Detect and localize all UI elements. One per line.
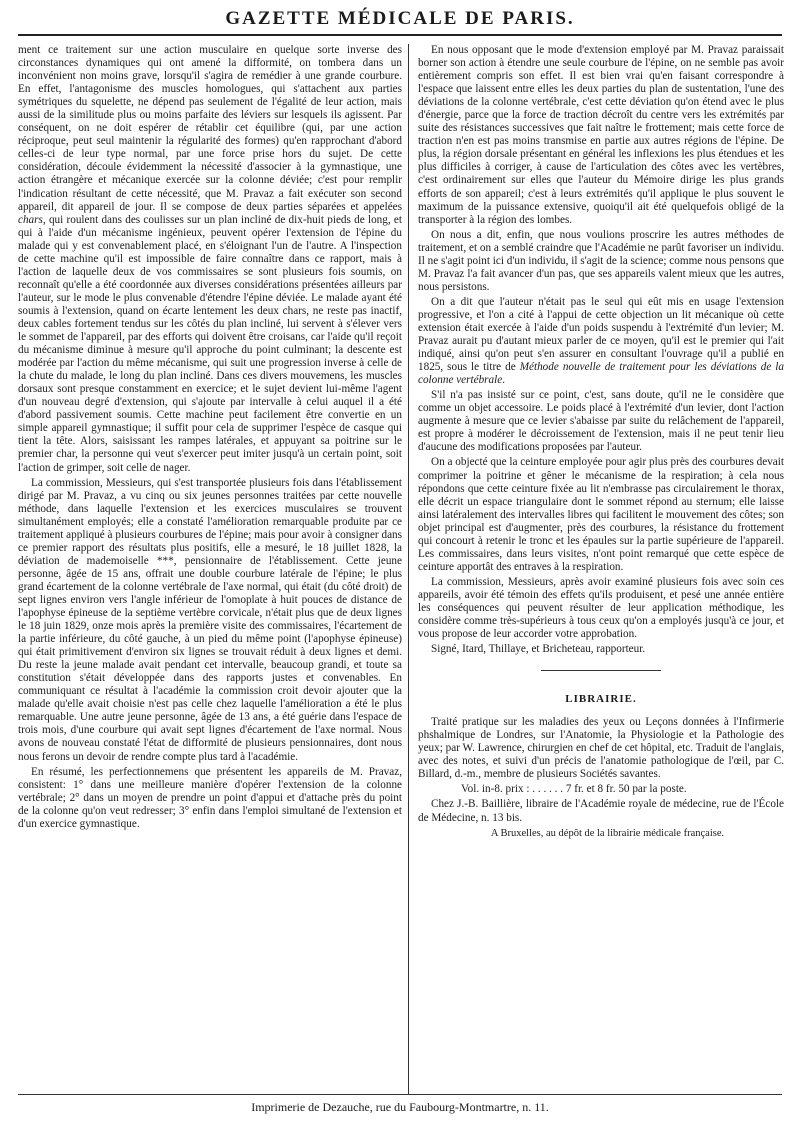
left-paragraph-2: La commission, Messieurs, qui s'est transportée plusieurs fois dans l'établissement dirigé par M. Pravaz, a vu cinq ou six jeunes personnes traitées par cette nouvelle méthode, dans laquelle l'extension et les exercices musculaires se trouvent simultanément employés; elle a constaté l'amélioration remarquable produite par ce traitement appliqué à plusieurs courbures de l'épine; mais pour avoir à consigner dans ce premier rapport des résultats plus positifs, elle a mesuré, le 18 juillet 1828, la déviation de mademoiselle ***, pensionnaire de l'établissement. Cette jeune personne, âgée de 15 ans, offrait une double courbure latérale de l'épine; le plus grand écartement de la colonne vertébrale de l'axe normal, qui était (du côté droit) de sept lignes environ vers l'angle inférieur de l'omoplate à huit pouces de distance de l'apophyse épineuse de la septième vertèbre corvicale, n'était plus que de deux lignes le 18 juin 1829, onze mois après la première visite des commissaires, l'écartement de la partie inférieure, du côté gauche, à un pied du même point (l'apophyse épineuse) qui était primitivement d'environ six lignes se trouvait réduit à deux lignes et demi. Du reste la jeune malade avait pendant cet intervalle, beaucoup grandi, et toute sa constitution s'était développée dans des rapports justes et convenables. En communiquant ce résultat à l'académie la commission croit devoir ajouter que la malade qu'elle avait choisie n'est pas celle chez laquelle l'amélioration a été le plus remarquable. Une autre jeune personne, âgée de 13 ans, a été guérie dans l'espace de trois mois, d'une courbure qui avait sept lignes d'écartement de l'axe normal. Nous avons de nouveau constaté l'état de difformité de plusieurs pensionnaires, dont nous nous ferons un devoir de rendre compte plus tard à l'académie.: [18, 476, 402, 763]
right-paragraph-6: La commission, Messieurs, après avoir examiné plusieurs fois avec soin ces appareils, avoir été témoin des effets qu'ils produisent, et pesé une année entière les conséquences qui peuvent résulter de leur application méthodique, les considère comme très-supérieurs à tous ceux qu'on a employés jusqu'à ce jour, et vous propose de leur accorder votre approbation.: [418, 575, 784, 641]
header-rule: [18, 34, 782, 36]
chars-term: chars: [18, 213, 43, 226]
footer-rule: [18, 1094, 782, 1095]
publisher-line: Chez J.-B. Baillière, libraire de l'Académie royale de médecine, rue de l'École de Médecine, n. 13 bis.: [418, 798, 784, 824]
page-header: [0, 0, 800, 40]
right-paragraph-2: On nous a dit, enfin, que nous voulions proscrire les autres méthodes de traitement, et on a semblé craindre que l'Académie ne parût favoriser un individu. Il ne s'agit point ici d'un individu, il s'agit de la science; comme nous pensons que M. Pravaz l'a fait avancer d'un pas, que ses appareils valent mieux que les autres, nous persistons.: [418, 228, 784, 293]
right-column: [418, 44, 784, 842]
printer-footer: Imprimerie de Dezauche, rue du Faubourg-Montmartre, n. 11.: [251, 1100, 549, 1114]
section-separator: [541, 670, 661, 671]
section-title: LIBRAIRIE.: [565, 693, 637, 706]
book-title-ref: Méthode nouvelle de traitement pour les déviations de la colonne vertébrale: [418, 361, 785, 387]
book-listing: Traité pratique sur les maladies des yeux ou Leçons données à l'Infirmerie phshalmique de Londres, sur l'Anatomie, la Physiologie et la Pathologie des yeux; par W. Lawrence, chirurgien en chef de cet hôpital, etc. Traduit de l'anglais, avec des notes, et suivi d'un précis de l'anatomie pathologique de l'œil, par C. Billard, d.-m., membre de plusieurs Sociétés savantes.: [418, 716, 784, 781]
brussels-line: A Bruxelles, au dépôt de la librairie médicale française.: [490, 827, 725, 839]
masthead-title: GAZETTE MÉDICALE DE PARIS.: [225, 8, 575, 29]
signature-line: Signé, Itard, Thillaye, et Bricheteau, rapporteur.: [431, 643, 646, 656]
right-paragraph-3-end: .: [502, 374, 505, 387]
left-paragraph-1-text: ment ce traitement sur une action musculaire en quelque sorte inverse des circonstances dynamiques qui ont amené la difformité, on tombera dans un inconvénient non moins grave, lorsqu'il s'agira de remédier à une grande courbure. En effet, l'antagonisme des muscles homologues, qui s'attachent aux parties symétriques du squelette, ne dépend pas seulement de l'égalité de leur action, mais aussi de la similitude plus ou moins parfaite des léviers sur lesquels ils agissent. Par conséquent, on ne doit espérer de rétablir cet équilibre (qui, par une action réciproque, peut seul maintenir la régularité des formes) qu'en rapprochant d'abord celles-ci de leur type normal, par une force prise hors du sujet. De cette considération, découle évidemment la nécessité d'associer à la gymnastique, une action étrangère et mécanique exercée sur la colonne déviée; c'est pour remplir l'indication résultant de cette nécessité, que M. Pravaz a fait exécuter son second appareil, dit appareil de jour. Il se compose de deux parties séparées et appelées: [18, 44, 402, 213]
left-column: [18, 44, 402, 833]
left-paragraph-3: En résumé, les perfectionnemens que présentent les appareils de M. Pravaz, consistent: 1° dans une meilleure manière d'opérer l'extension de la colonne vertébrale; 2° dans un moyen de prendre un point d'appui et d'attache près du point de la colonne qu'on veut redresser; 3° enfin dans l'emploi simultané de l'extension et d'un exercice gymnastique.: [18, 765, 402, 830]
left-paragraph-1-cont: , qui roulent dans des coulisses sur un plan incliné de dix-huit pieds de long, et qui à l'aide d'un mécanisme ingénieux, peuvent opérer l'extension de l'épine du malade qui y est convenablement placé, en s'éloignant l'un de l'autre. A l'inspection de cette machine qu'il est impossible de faire connaître dans ce rapport, mais à l'action de laquelle deux de vos commissaires se sont plusieurs fois soumis, on reconnaît qu'elle a été coordonnée aux diverses considérations présentées ailleurs par l'auteur, sur le mode le plus convenable d'étendre l'épine déviée. Le malade ayant été soumis à l'extension, quand on écarte lentement les deux chars, ne reste pas inactif, deux cables fortement tendus sur les côtés du plan incliné, lui servent à s'élever vers le sommet de l'appareil, par des efforts qui doivent être croisans, car l'aide qu'il reçoit du mécanisme diminue à mesure qu'il approche du point culminant; la descente est modérée par l'action du même mécanisme, qui suit une progression inverse à celle de la chute du malade, le long du plan incliné. Dans ces divers mouvemens, les muscles dorsaux sont presque constamment en exercice; et le sujet devient lui-même l'agent d'un nouveau degré d'extension, qui s'ajoute par intervalle à celui auquel il a été d'abord passivement soumis. Cette machine peut facilement être convertie en un simple appareil gymnastique; il suffit pour cela de supprimer l'espèce de casque qui tient la tête. Alors, saisissant les rampes latérales, et appuyant sa poitrine sur le premier char, la personne qui veut s'exercer peut imiter jusqu'à un certain point, soit l'action de grimper, soit celle de nager.: [18, 213, 402, 474]
right-paragraph-4: S'il n'a pas insisté sur ce point, c'est, sans doute, qu'il ne le considère que comme un objet accessoire. Le poids placé à l'extrémité d'un levier, dont l'action augmente à mesure que ce levier s'abaisse par suite du relâchement de l'appareil, est propre à modérer le décroissement de l'extension, mais il ne peut tenir lieu d'aucune des modifications proposées par l'auteur.: [418, 389, 784, 454]
right-paragraph-3-text: On a dit que l'auteur n'était pas le seul qui eût mis en usage l'extension progressive, et l'on a cité à l'appui de cette objection un lit mécanique où cette extension était exercée à l'aide d'un poids suspendu à l'extrémité d'un levier; M. Pravaz aurait pu d'autant mieux parler de ce moyen, qu'il est le premier qui l'ait indiqué, ainsi qu'on peut s'en assurer en consultant l'ouvrage qu'il a publié en 1825, sous le titre de: [418, 295, 784, 374]
price-line: Vol. in-8. prix : . . . . . . 7 fr. et 8 fr. 50 par la poste.: [461, 783, 687, 796]
left-paragraph-1: [18, 44, 402, 475]
column-divider: [408, 44, 409, 1094]
right-paragraph-1: En nous opposant que le mode d'extension employé par M. Pravaz paraissait borner son action à étendre une seule courbure de l'épine, on ne semble pas avoir entièrement compris son effet. Il est bien vrai qu'en faisant correspondre à l'espace que laissent entre elles les deux parties du plan de sustentation, l'une des déviations de la colonne vertébrale, c'est cette déviation qu'on étend avec le plus d'énergie, parce que la force de traction décroît du centre vers les extrémités par suite des résistances successives que fait naître le frottement; mais cette force de traction n'en est pas moins transmise en partie aux autres régions de l'épine. De plus, la région dorsale présentant en général les inflexions les plus étendues et les plus difficiles à corriger, à cause de l'articulation des côtes avec les vertèbres, c'est ordinairement sur elles que l'auteur du Mémoire dirige les plus grands efforts de son appareil; c'est à leurs extrémités qu'il applique le plus souvent le maximum de la puissance extensive, quoiqu'il ait été quelquefois obligé de la transporter à la région des lombes.: [418, 44, 784, 226]
right-paragraph-5: On a objecté que la ceinture employée pour agir plus près des courbures devait comprimer la poitrine et gêner le mécanisme de la respiration; à cela nous répondons que cette ceinture fixée au lit n'embrasse pas circulairement le thorax, elle décrit un espace triangulaire dont le sommet répond au sternum; elle laisse ainsi latéralement des intervalles libres qui facilitent le mouvement des côtes; son objet principal est d'augmenter, près des courbures, la résistance du frottement qui concourt à retenir le tronc et les épaules sur la partie supérieure de l'appareil. Les commissaires, dans leurs visites, n'ont point remarqué que cette espèce de ceinture apportât des entraves à la respiration.: [418, 456, 784, 573]
right-paragraph-3: [418, 296, 784, 387]
